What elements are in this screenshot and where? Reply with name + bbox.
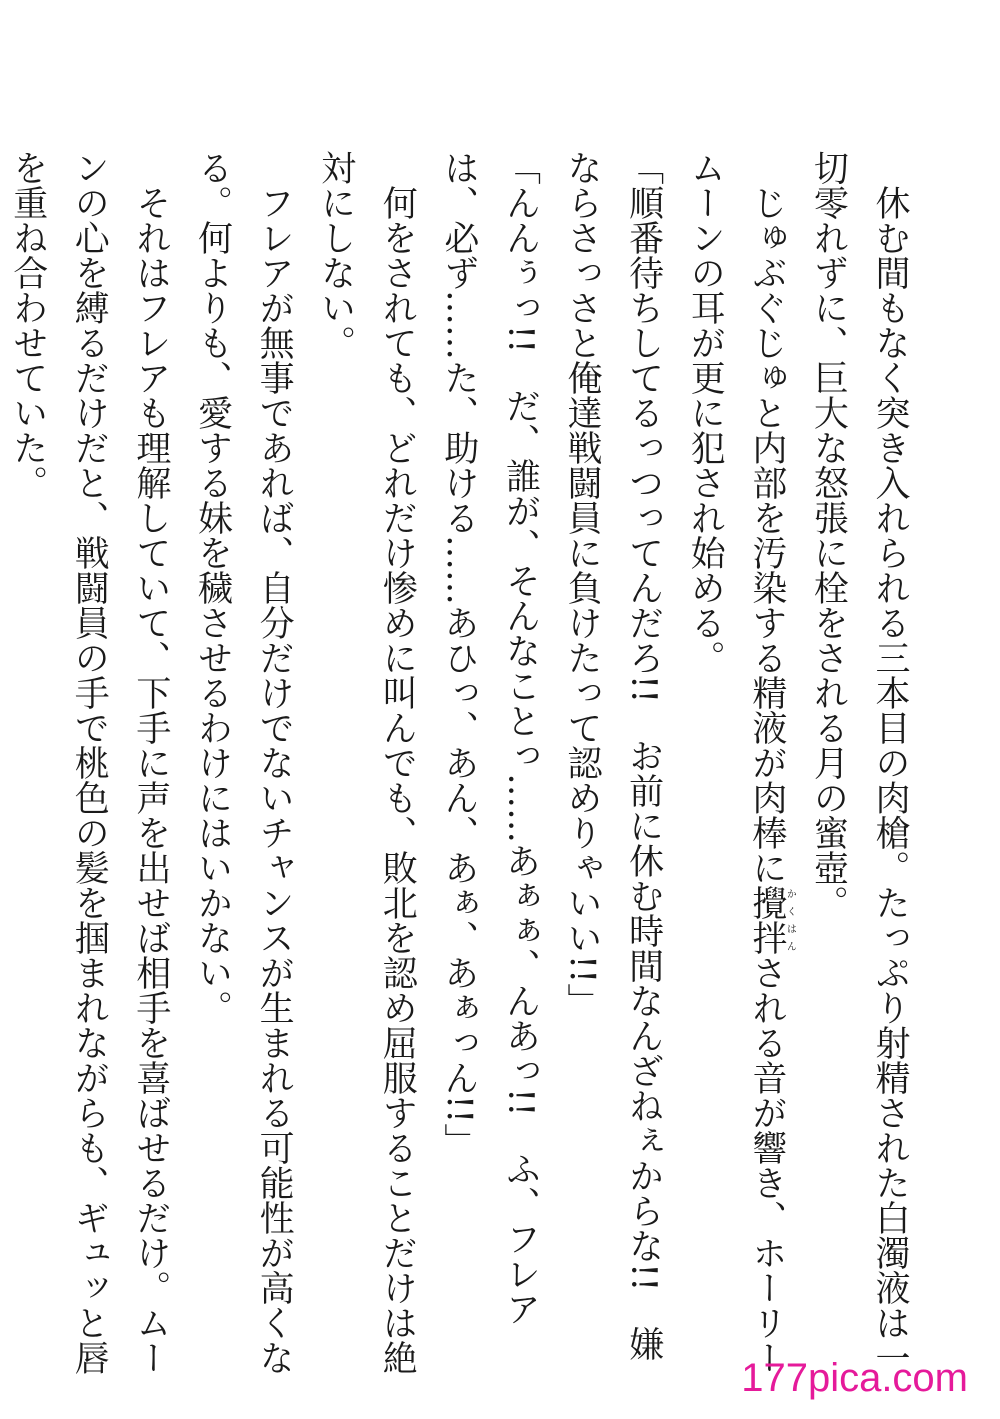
- ruby-base: 攪拌: [746, 885, 787, 955]
- paragraph-3: 「順番待ちしてるっつってんだろ!! お前に休む時間なんざねぇからな!! 嫌ならさっさと俺達戦闘員に負けたって認めりゃいい!!」: [562, 150, 664, 1362]
- paragraph-6: フレアが無事であれば、自分だけでないチャンスが生まれる可能性が高くなる。何よりも、愛する妹を穢させるわけにはいかない。: [192, 150, 295, 1375]
- novel-page-text: [7, 150, 920, 1380]
- ruby-annotated-word: [746, 885, 796, 955]
- paragraph-2-tail: される音が響き、ホーリームーンの耳が更に犯され始める。: [685, 150, 787, 1375]
- paragraph-2-lead: じゅぶぐじゅと内部を汚染する精液が肉棒に: [746, 150, 787, 885]
- paragraph-7: それはフレアも理解していて、下手に声を出せば相手を喜ばせるだけ。ムーンの心を縛るだけだと、戦闘員の手で桃色の髪を掴まれながらも、ギュッと唇を重ね合わせていた。: [7, 150, 171, 1375]
- ruby-reading: かくはん: [784, 885, 796, 955]
- paragraph-2: [674, 150, 797, 1380]
- paragraph-1: 休む間もなく突き入れられる三本目の肉槍。たっぷり射精された白濁液は一切零れずに、巨大な怒張に栓をされる月の蜜壺。: [808, 150, 910, 1375]
- site-watermark: 177pica.com: [741, 1356, 968, 1400]
- paragraph-5: 何をされても、どれだけ惨めに叫んでも、敗北を認め屈服することだけは絶対にしない。: [315, 150, 418, 1375]
- paragraph-4: 「んんぅっ!! だ、誰が、そんなことっ……あぁぁ、んあっ!! ふ、フレアは、必ず……た、助ける……あひっ、あん、あぁ、あぁっん!!」: [438, 150, 541, 1327]
